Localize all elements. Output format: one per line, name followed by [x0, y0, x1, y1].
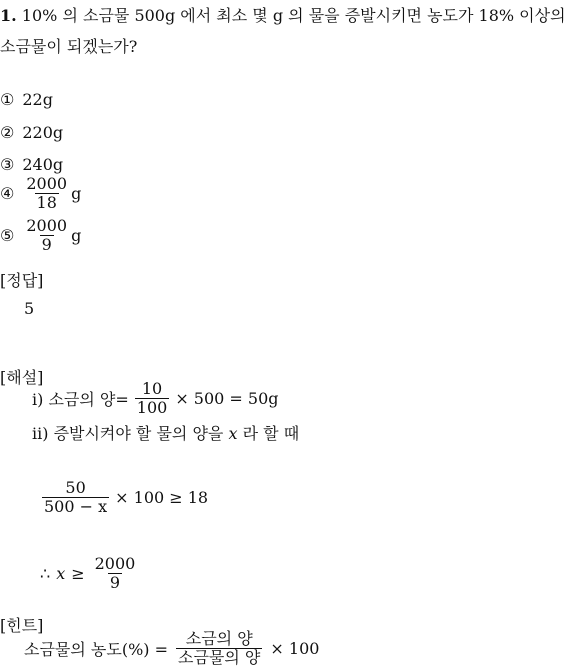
inequality-variable: x [56, 564, 66, 583]
inequality-1 [40, 479, 208, 516]
inequality-suffix: × 100 ≥ 18 [115, 488, 209, 507]
step-prefix: ⅰ) 소금의 양= [32, 390, 129, 409]
inequality-fraction [42, 479, 109, 516]
step-suffix: × 500 = 50g [175, 389, 279, 408]
explanation-label: [해설] [0, 368, 44, 387]
fraction-numerator: 2000 [94, 554, 136, 573]
option-text: 22g [22, 90, 53, 109]
option-fraction [24, 175, 69, 212]
hint-fraction [176, 630, 262, 667]
fraction-denominator: 9 [109, 573, 121, 592]
hint-label: [힌트] [0, 616, 44, 635]
inequality-2 [40, 555, 139, 592]
hint-formula [24, 630, 319, 667]
option-1[interactable] [0, 90, 53, 109]
step-prefix: ⅱ) 증발시켜야 할 물의 양을 [32, 424, 224, 443]
question-line-1 [0, 3, 566, 26]
option-mark: ② [0, 123, 15, 142]
question-text-1: 10% 의 소금물 500g 에서 최소 몇 g 의 물을 증발시키면 농도가 18% 이상의 [21, 6, 566, 25]
option-fraction [24, 217, 69, 254]
option-text: 220g [22, 123, 64, 142]
explanation-step-2 [32, 421, 299, 444]
therefore-symbol: ∴ [40, 564, 51, 583]
hint-prefix: 소금물의 농도(%) = [24, 640, 169, 659]
step-suffix: 라 할 때 [242, 424, 300, 443]
fraction-denominator: 9 [41, 235, 52, 254]
fraction-denominator: 100 [136, 398, 168, 417]
fraction-denominator: 500 − x [44, 497, 108, 516]
question-text-2: 소금물이 되겠는가? [0, 37, 138, 56]
option-text: 240g [22, 155, 64, 174]
option-5[interactable] [0, 217, 81, 254]
ge-symbol: ≥ [71, 564, 85, 583]
fraction-denominator: 소금물의 양 [178, 648, 261, 667]
fraction-denominator: 18 [36, 193, 57, 212]
option-mark: ⑤ [0, 226, 15, 245]
explanation-step-1 [32, 380, 279, 417]
question-number: 1. [0, 6, 17, 25]
fraction-numerator: 10 [141, 379, 163, 398]
option-mark: ④ [0, 184, 15, 203]
option-mark: ③ [0, 155, 15, 174]
option-unit: g [71, 226, 82, 245]
fraction-numerator: 50 [65, 478, 86, 497]
inequality-fraction [93, 555, 138, 592]
fraction-numerator: 2000 [26, 216, 68, 235]
fraction-numerator: 2000 [26, 174, 68, 193]
option-4[interactable] [0, 175, 81, 212]
option-3[interactable] [0, 155, 63, 174]
answer-label: [정답] [0, 271, 44, 290]
option-mark: ① [0, 90, 15, 109]
step-fraction [135, 380, 170, 417]
fraction-numerator: 소금의 양 [185, 629, 253, 648]
hint-suffix: × 100 [270, 639, 320, 658]
step-variable: x [228, 424, 238, 443]
answer-value: 5 [24, 299, 35, 318]
option-2[interactable] [0, 123, 63, 142]
option-unit: g [71, 184, 82, 203]
